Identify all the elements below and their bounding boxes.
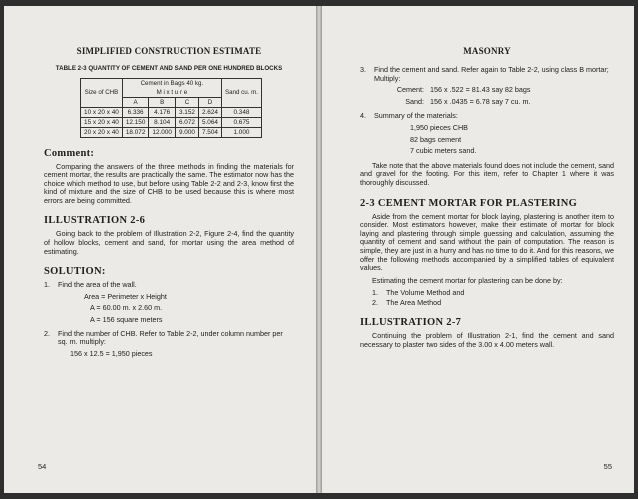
cell-size: 20 x 20 x 40 xyxy=(81,127,123,137)
left-page xyxy=(4,6,316,493)
illustration-paragraph: Continuing the problem of Illustration 2-1, find the cement and sand necessary to plaster two sides of the 3.00 x 4.00 meters wall. xyxy=(360,331,614,350)
cell-c: 9.000 xyxy=(175,127,198,137)
cell-b: 12.000 xyxy=(149,127,176,137)
equation: A = 156 square meters xyxy=(90,315,163,325)
summary-line: 7 cubic meters sand. xyxy=(410,146,477,156)
note-paragraph: Take note that the above materials found does not include the cement, sand and gravel for the footing. For this item, refer to Chapter 1 where it was thoroughly discussed. xyxy=(360,160,614,187)
equation: 156 x 12.5 = 1,950 pieces xyxy=(70,348,153,358)
summary-line: 1,950 pieces CHB xyxy=(410,122,468,132)
method-text: The Area Method xyxy=(386,297,442,307)
table-caption: TABLE 2-3 QUANTITY OF CEMENT AND SAND PER ONE HUNDRED BLOCKS xyxy=(55,65,283,72)
mixture-header: M i x t u r e xyxy=(122,88,221,98)
comment-heading: Comment: xyxy=(44,147,95,159)
cell-size: 10 x 20 x 40 xyxy=(81,107,123,117)
mix-col-a: A xyxy=(122,97,149,107)
sand-calc: 156 x .0435 = 6.78 say 7 cu. m. xyxy=(430,96,531,106)
mix-col-d: D xyxy=(198,97,221,107)
cell-d: 7.504 xyxy=(198,127,221,137)
estimating-paragraph: Estimating the cement mortar for plastering can be done by: xyxy=(372,275,563,285)
illustration-heading: ILLUSTRATION 2-7 xyxy=(360,317,462,329)
mix-col-c: C xyxy=(175,97,198,107)
illustration-paragraph: Going back to the problem of Illustration 2-2, Figure 2-4, find the quantity of hollow blocks, cement and sand, for mortar using the area method of estimating. xyxy=(44,229,294,256)
cell-sand: 0.348 xyxy=(221,107,261,117)
cement-sand-table xyxy=(80,78,262,138)
equation: A = 60.00 m. x 2.60 m. xyxy=(90,303,163,313)
comment-paragraph: Comparing the answers of the three methods in finding the materials for cement mortar, the results are practically the same. The estimator now has the choice which method to use, but before using Table 2-2 and 2-3, know first the kind of mixture and the size of CHB to be used because this is where most errors are being committed. xyxy=(44,161,294,205)
cell-sand: 0.675 xyxy=(221,117,261,127)
running-header: MASONRY xyxy=(463,46,511,56)
cell-b: 4.176 xyxy=(149,107,176,117)
sand-calc-row xyxy=(360,98,614,107)
cell-sand: 1.000 xyxy=(221,127,261,137)
solution-steps xyxy=(44,281,294,358)
cement-calc: 156 x .522 = 81.43 say 82 bags xyxy=(430,85,531,95)
list-item: 1. The Volume Method and xyxy=(372,288,465,298)
list-item: 3. Find the cement and sand. Refer again to Table 2-2, using class B mortar; Multiply: xyxy=(360,66,614,83)
cell-d: 5.064 xyxy=(198,117,221,127)
method-list xyxy=(372,289,614,307)
cell-c: 3.152 xyxy=(175,107,198,117)
cement-calc-row xyxy=(360,86,614,95)
summary-line: 82 bags cement xyxy=(410,134,462,144)
cell-a: 6.336 xyxy=(122,107,149,117)
cell-a: 12.150 xyxy=(122,117,149,127)
size-header: Size of CHB xyxy=(81,78,123,107)
table-row xyxy=(81,117,262,127)
cell-b: 8.104 xyxy=(149,117,176,127)
method-text: The Volume Method and xyxy=(386,288,465,298)
equation: Area = Perimeter x Height xyxy=(84,291,167,301)
cell-a: 18.072 xyxy=(122,127,149,137)
illustration-heading: ILLUSTRATION 2-6 xyxy=(44,215,146,227)
step-text: Find the cement and sand. Refer again to Table 2-2, using class B mortar; Multiply: xyxy=(374,65,609,83)
cell-d: 2.624 xyxy=(198,107,221,117)
running-header: SIMPLIFIED CONSTRUCTION ESTIMATE xyxy=(76,46,262,56)
solution-heading: SOLUTION: xyxy=(44,266,106,278)
mix-col-b: B xyxy=(149,97,176,107)
list-item: 4. Summary of the materials: xyxy=(360,111,458,121)
table-row xyxy=(81,107,262,117)
steps-continued xyxy=(360,66,614,156)
cell-size: 15 x 20 x 40 xyxy=(81,117,123,127)
cell-c: 6.072 xyxy=(175,117,198,127)
page-number: 54 xyxy=(38,462,47,471)
sand-header: Sand cu. m. xyxy=(221,78,261,107)
cement-label: Cement: xyxy=(396,85,424,95)
list-item: 2. The Area Method xyxy=(372,297,442,307)
sand-label: Sand: xyxy=(405,96,424,106)
right-page xyxy=(322,6,634,493)
section-paragraph: Aside from the cement mortar for block laying, plastering is another item to consider. Most estimators however, make their estimate of mortar for block laying and plastering through simple guessing and calculation, assuming the quantity of cement and sand without the pain of computation. The reason is simple, they are just in a hurry and has no time to do it. And for this reasons, we offer the following methods accompanied by a simplified tables of equivalent values. xyxy=(360,211,614,273)
page-number: 55 xyxy=(603,462,612,471)
cement-header: Cement in Bags 40 kg. xyxy=(122,78,221,88)
section-heading: 2-3 CEMENT MORTAR FOR PLASTERING xyxy=(360,197,578,209)
list-item: 1. Find the area of the wall. xyxy=(44,280,137,290)
step-text: Find the number of CHB. Refer to Table 2-2, under column number per sq. m. multiply: xyxy=(58,328,283,347)
step-text: Summary of the materials: xyxy=(374,111,458,121)
table-row xyxy=(81,127,262,137)
list-item: 2. Find the number of CHB. Refer to Table 2-2, under column number per sq. m. multiply: xyxy=(44,330,294,347)
step-text: Find the area of the wall. xyxy=(58,280,137,290)
